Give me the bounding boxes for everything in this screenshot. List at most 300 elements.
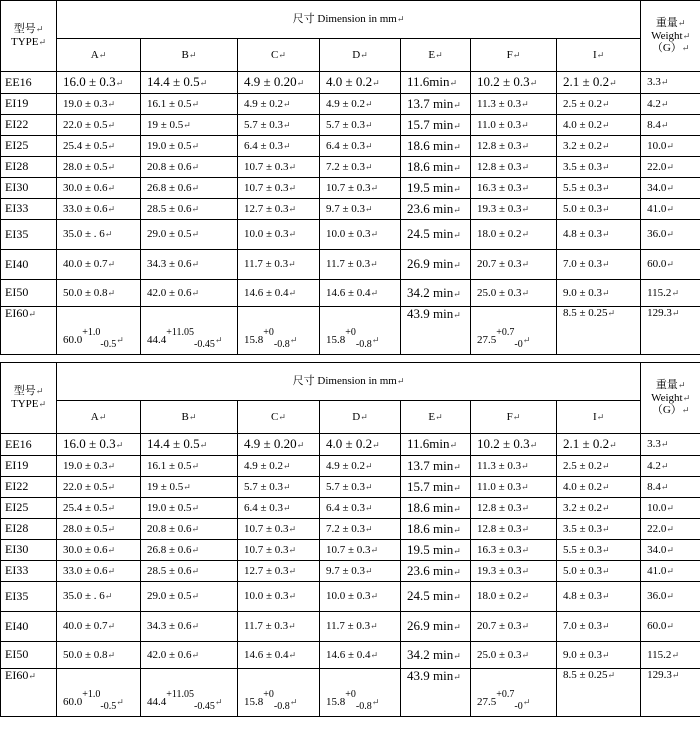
dim-value: 10.0 ± 0.3 — [244, 590, 289, 603]
tolerance-upper: +0.7 — [496, 688, 515, 700]
weight-header-en: Weight — [651, 391, 683, 404]
paragraph-mark-icon: ↵ — [191, 182, 200, 193]
dim-value: 34.3 ± 0.6 — [147, 258, 192, 271]
table-row — [1, 178, 700, 199]
column-header-e — [401, 39, 471, 72]
dim-cell-f — [471, 220, 557, 250]
dim-value: 26.9 min — [407, 618, 454, 634]
dim-value: 6.4 ± 0.3 — [244, 139, 284, 152]
dim-value: 33.0 ± 0.6 — [63, 202, 108, 215]
dim-cell-i — [557, 280, 641, 307]
dim-value: 7.2 ± 0.3 — [326, 160, 366, 173]
paragraph-mark-icon: ↵ — [666, 565, 674, 576]
paragraph-mark-icon: ↵ — [365, 565, 373, 576]
dim-value: 18.6 min — [407, 158, 454, 174]
dim-value: 42.0 ± 0.6 — [147, 648, 192, 661]
dim-value: 20.8 ± 0.6 — [147, 160, 192, 173]
paragraph-mark-icon: ↵ — [370, 649, 379, 660]
paragraph-mark-icon: ↵ — [288, 229, 297, 240]
column-letter: E — [428, 48, 436, 61]
tolerance-upper: +0 — [263, 326, 274, 338]
table-gap — [0, 355, 700, 362]
paragraph-mark-icon: ↵ — [288, 565, 297, 576]
paragraph-mark-icon: ↵ — [370, 287, 379, 298]
tolerance-lower: -0.45 — [194, 338, 215, 350]
dim-cell-b — [141, 199, 238, 220]
column-letter: C — [271, 410, 279, 423]
dim-cell-d — [320, 178, 401, 199]
paragraph-mark-icon: ↵ — [671, 670, 680, 680]
dim-value: 28.5 ± 0.6 — [147, 564, 192, 577]
weight-cell — [641, 220, 700, 250]
dim-value: 16.3 ± 0.3 — [477, 543, 522, 556]
dim-value: 19.0 ± 0.5 — [147, 501, 192, 514]
paragraph-mark-icon: ↵ — [666, 161, 674, 172]
paragraph-mark-icon: ↵ — [602, 229, 610, 240]
paragraph-mark-icon: ↵ — [183, 481, 191, 492]
dim-value: 34.2 min — [407, 646, 454, 662]
paragraph-mark-icon: ↵ — [521, 182, 530, 193]
dim-value: 5.7 ± 0.3 — [326, 118, 366, 131]
dim-cell-i — [557, 307, 641, 355]
weight-cell — [641, 136, 700, 157]
dim-value: 10.2 ± 0.3 — [477, 436, 530, 452]
weight-value: 3.3 — [647, 76, 661, 89]
paragraph-mark-icon: ↵ — [199, 78, 208, 89]
paragraph-mark-icon: ↵ — [365, 98, 373, 109]
dim-cell-e — [401, 72, 471, 94]
column-header-b — [141, 39, 238, 72]
dim-value: 2.1 ± 0.2 — [563, 74, 610, 90]
dim-cell-b — [141, 220, 238, 250]
dim-value: 11.0 ± 0.3 — [477, 118, 522, 131]
paragraph-mark-icon: ↵ — [288, 649, 297, 660]
dim-cell-d — [320, 477, 401, 498]
type-cell — [1, 157, 57, 178]
table-row — [1, 498, 700, 519]
paragraph-mark-icon: ↵ — [370, 229, 379, 240]
paragraph-mark-icon: ↵ — [288, 161, 297, 172]
dim-cell-i — [557, 540, 641, 561]
weight-cell — [641, 540, 700, 561]
paragraph-mark-icon: ↵ — [521, 591, 530, 602]
dim-cell-e — [401, 498, 471, 519]
dim-value: 40.0 ± 0.7 — [63, 258, 108, 271]
paragraph-mark-icon: ↵ — [521, 287, 530, 298]
type-value: EI33 — [5, 201, 29, 216]
dim-cell-a — [57, 94, 141, 115]
dim-cell-d — [320, 136, 401, 157]
type-value: EI19 — [5, 458, 29, 473]
dim-cell-e — [401, 250, 471, 280]
paragraph-mark-icon: ↵ — [521, 481, 529, 492]
paragraph-mark-icon: ↵ — [609, 440, 617, 451]
dim-value: 26.8 ± 0.6 — [147, 181, 192, 194]
paragraph-mark-icon: ↵ — [602, 259, 610, 270]
paragraph-mark-icon: ↵ — [453, 260, 461, 271]
weight-value: 22.0 — [647, 522, 667, 535]
paragraph-mark-icon: ↵ — [370, 591, 379, 602]
dimension-header — [57, 363, 641, 401]
paragraph-mark-icon: ↵ — [107, 259, 116, 270]
type-cell — [1, 94, 57, 115]
dim-value: 33.0 ± 0.6 — [63, 564, 108, 577]
dim-value: 16.0 ± 0.3 — [63, 436, 116, 452]
dim-value: 16.3 ± 0.3 — [477, 181, 522, 194]
weight-cell — [641, 477, 700, 498]
paragraph-mark-icon: ↵ — [660, 481, 669, 492]
dim-cell-d — [320, 561, 401, 582]
paragraph-mark-icon: ↵ — [521, 119, 529, 130]
dim-cell-e — [401, 642, 471, 669]
dim-value: 40.0 ± 0.7 — [63, 620, 108, 633]
dimension-table — [0, 362, 700, 717]
dim-value: 23.6 min — [407, 562, 454, 578]
dim-value: 5.7 ± 0.3 — [244, 480, 284, 493]
dim-value: 50.0 ± 0.8 — [63, 648, 108, 661]
dim-cell-f — [471, 612, 557, 642]
dim-cell-c — [238, 582, 320, 612]
dim-cell-i — [557, 519, 641, 540]
paragraph-mark-icon: ↵ — [602, 502, 610, 513]
dim-value: 14.6 ± 0.4 — [244, 648, 289, 661]
tolerance-upper: +0 — [345, 688, 356, 700]
paragraph-mark-icon: ↵ — [596, 49, 605, 60]
table-row — [1, 519, 700, 540]
type-value: EI33 — [5, 563, 29, 578]
dim-value: 42.0 ± 0.6 — [147, 286, 192, 299]
dim-cell-b — [141, 250, 238, 280]
dim-value: 4.9 ± 0.2 — [326, 459, 366, 472]
dim-cell-c — [238, 498, 320, 519]
tolerance-upper: +11.05 — [166, 326, 195, 338]
paragraph-mark-icon: ↵ — [289, 334, 298, 345]
paragraph-mark-icon: ↵ — [371, 334, 380, 345]
weight-header-unit: （G） — [651, 42, 682, 55]
column-header-d — [320, 39, 401, 72]
dim-cell-c — [238, 561, 320, 582]
dim-cell-c — [238, 642, 320, 669]
weight-cell — [641, 434, 700, 456]
paragraph-mark-icon: ↵ — [214, 696, 223, 707]
weight-cell — [641, 157, 700, 178]
dim-value: 29.0 ± 0.5 — [147, 228, 192, 241]
dim-cell-f — [471, 456, 557, 477]
type-value: EE16 — [5, 74, 32, 89]
dim-value: 5.0 ± 0.3 — [563, 202, 603, 215]
tolerance-lower: -0.8 — [273, 338, 290, 350]
dim-cell-a — [57, 72, 141, 94]
table-row — [1, 612, 700, 642]
paragraph-mark-icon: ↵ — [682, 30, 691, 41]
dim-cell-c — [238, 540, 320, 561]
dim-value: 10.0 ± 0.3 — [244, 228, 289, 241]
type-cell — [1, 307, 57, 355]
dim-value: 16.0 ± 0.3 — [63, 74, 116, 90]
paragraph-mark-icon: ↵ — [188, 49, 197, 60]
paragraph-mark-icon: ↵ — [288, 591, 297, 602]
dim-cell-i — [557, 136, 641, 157]
table-row — [1, 582, 700, 612]
dim-cell-i — [557, 199, 641, 220]
dim-cell-i — [557, 561, 641, 582]
paragraph-mark-icon: ↵ — [191, 140, 200, 151]
dim-cell-f — [471, 561, 557, 582]
paragraph-mark-icon: ↵ — [596, 411, 605, 422]
paragraph-mark-icon: ↵ — [288, 203, 297, 214]
dim-value: 19.5 min — [407, 541, 454, 557]
dim-value: 12.8 ± 0.3 — [477, 139, 522, 152]
dim-cell-c — [238, 612, 320, 642]
dim-cell-a — [57, 220, 141, 250]
dim-cell-b — [141, 115, 238, 136]
paragraph-mark-icon: ↵ — [522, 696, 531, 707]
paragraph-mark-icon: ↵ — [288, 523, 297, 534]
dim-cell-e — [401, 178, 471, 199]
weight-value: 41.0 — [647, 202, 667, 215]
dim-value: 4.9 ± 0.2 — [244, 97, 284, 110]
paragraph-mark-icon: ↵ — [107, 98, 116, 109]
type-cell — [1, 178, 57, 199]
dim-cell-c — [238, 280, 320, 307]
dim-value: 10.0 ± 0.3 — [326, 590, 371, 603]
dim-value: 15.7 min — [407, 116, 454, 132]
tolerance-base: 27.5 — [477, 333, 497, 346]
paragraph-mark-icon: ↵ — [671, 287, 679, 298]
tolerance-upper: +0.7 — [496, 326, 515, 338]
dimension-header-text: 尺寸 Dimension in mm — [292, 13, 397, 26]
paragraph-mark-icon: ↵ — [38, 399, 47, 409]
dim-value: 10.2 ± 0.3 — [477, 74, 530, 90]
paragraph-mark-icon: ↵ — [191, 259, 200, 270]
paragraph-mark-icon: ↵ — [371, 696, 380, 707]
dim-cell-f — [471, 250, 557, 280]
paragraph-mark-icon: ↵ — [449, 440, 458, 451]
dim-cell-a — [57, 178, 141, 199]
dim-cell-d — [320, 220, 401, 250]
tolerance-lower: -0.5 — [100, 700, 117, 712]
paragraph-mark-icon: ↵ — [370, 544, 379, 555]
dim-cell-f — [471, 115, 557, 136]
type-cell — [1, 612, 57, 642]
weight-header-unit: （G） — [651, 404, 682, 417]
dim-value: 30.0 ± 0.6 — [63, 181, 108, 194]
dim-cell-c — [238, 477, 320, 498]
dim-cell-a — [57, 136, 141, 157]
paragraph-mark-icon: ↵ — [191, 565, 200, 576]
dim-value: 30.0 ± 0.6 — [63, 543, 108, 556]
paragraph-mark-icon: ↵ — [602, 591, 610, 602]
tolerance-base: 27.5 — [477, 695, 497, 708]
type-cell — [1, 498, 57, 519]
dim-value: 22.0 ± 0.5 — [63, 118, 108, 131]
dim-cell-e — [401, 582, 471, 612]
table-row — [1, 115, 700, 136]
column-header-f — [471, 39, 557, 72]
dim-value: 6.4 ± 0.3 — [326, 501, 366, 514]
paragraph-mark-icon: ↵ — [521, 460, 529, 471]
dim-cell-i — [557, 115, 641, 136]
paragraph-mark-icon: ↵ — [115, 78, 124, 89]
table-row — [1, 434, 700, 456]
dim-value: 24.5 min — [407, 226, 454, 242]
paragraph-mark-icon: ↵ — [529, 440, 538, 451]
tolerance-base: 15.8 — [244, 333, 264, 346]
type-header-en: TYPE — [10, 398, 39, 410]
dim-cell-i — [557, 434, 641, 456]
dim-value: 13.7 min — [407, 95, 454, 111]
tolerance-base: 15.8 — [244, 695, 264, 708]
column-letter: A — [90, 410, 99, 423]
paragraph-mark-icon: ↵ — [370, 182, 379, 193]
weight-value: 60.0 — [647, 258, 667, 271]
dim-cell-a — [57, 669, 141, 717]
dim-value: 19.5 min — [407, 179, 454, 195]
weight-value: 41.0 — [647, 564, 667, 577]
dim-cell-e — [401, 199, 471, 220]
paragraph-mark-icon: ↵ — [191, 502, 200, 513]
dim-cell-d — [320, 612, 401, 642]
paragraph-mark-icon: ↵ — [107, 140, 116, 151]
dim-value: 15.7 min — [407, 478, 454, 494]
paragraph-mark-icon: ↵ — [370, 259, 378, 270]
paragraph-mark-icon: ↵ — [666, 203, 674, 214]
weight-value: 129.3 — [647, 307, 672, 319]
tolerance-base: 60.0 — [63, 333, 83, 346]
paragraph-mark-icon: ↵ — [453, 672, 461, 682]
paragraph-mark-icon: ↵ — [453, 566, 461, 577]
dim-cell-e — [401, 307, 471, 355]
dim-value: 4.8 ± 0.3 — [563, 590, 603, 603]
paragraph-mark-icon: ↵ — [191, 161, 200, 172]
paragraph-mark-icon: ↵ — [365, 460, 373, 471]
type-value: EI28 — [5, 521, 29, 536]
type-value: EI25 — [5, 138, 29, 153]
dim-cell-f — [471, 498, 557, 519]
dim-value: 8.5 ± 0.25 — [563, 669, 608, 681]
dim-value: 50.0 ± 0.8 — [63, 286, 108, 299]
weight-cell — [641, 178, 700, 199]
paragraph-mark-icon: ↵ — [107, 161, 116, 172]
dim-cell-c — [238, 456, 320, 477]
dim-cell-c — [238, 94, 320, 115]
dim-cell-e — [401, 434, 471, 456]
column-letter: C — [271, 48, 279, 61]
dim-cell-a — [57, 280, 141, 307]
tolerance-base: 44.4 — [147, 695, 167, 708]
table-row — [1, 456, 700, 477]
type-value: EI35 — [5, 588, 29, 603]
paragraph-mark-icon: ↵ — [521, 544, 530, 555]
weight-value: 115.2 — [647, 648, 672, 661]
dim-value: 5.5 ± 0.3 — [563, 543, 603, 556]
type-cell — [1, 477, 57, 498]
dim-value: 4.9 ± 0.20 — [244, 74, 297, 90]
dim-cell-e — [401, 561, 471, 582]
table-row — [1, 94, 700, 115]
paragraph-mark-icon: ↵ — [666, 544, 674, 555]
paragraph-mark-icon: ↵ — [666, 182, 674, 193]
dim-value: 23.6 min — [407, 200, 454, 216]
dim-cell-b — [141, 136, 238, 157]
paragraph-mark-icon: ↵ — [521, 98, 529, 109]
type-value: EI60 — [5, 306, 29, 320]
type-cell — [1, 582, 57, 612]
dim-cell-e — [401, 540, 471, 561]
dim-cell-b — [141, 540, 238, 561]
paragraph-mark-icon: ↵ — [191, 203, 200, 214]
dim-cell-d — [320, 250, 401, 280]
type-value: EI22 — [5, 117, 29, 132]
weight-value: 10.0 — [647, 139, 667, 152]
dim-value: 8.5 ± 0.25 — [563, 307, 608, 319]
paragraph-mark-icon: ↵ — [453, 545, 461, 556]
dim-cell-e — [401, 519, 471, 540]
paragraph-mark-icon: ↵ — [360, 411, 368, 422]
paragraph-mark-icon: ↵ — [296, 78, 305, 89]
tolerance-base: 15.8 — [326, 333, 346, 346]
dim-value: 11.0 ± 0.3 — [477, 480, 522, 493]
weight-value: 115.2 — [647, 286, 672, 299]
dim-value: 9.7 ± 0.3 — [326, 202, 366, 215]
paragraph-mark-icon: ↵ — [115, 440, 124, 451]
weight-cell — [641, 199, 700, 220]
paragraph-mark-icon: ↵ — [360, 49, 368, 60]
header-row — [1, 1, 700, 39]
dim-cell-i — [557, 94, 641, 115]
column-header-a — [57, 39, 141, 72]
dim-cell-b — [141, 642, 238, 669]
dim-cell-e — [401, 612, 471, 642]
dim-cell-a — [57, 115, 141, 136]
dim-cell-d — [320, 669, 401, 717]
dim-value: 12.7 ± 0.3 — [244, 202, 289, 215]
tolerance-lower: -0.45 — [194, 700, 215, 712]
type-header — [1, 363, 57, 434]
table-row — [1, 250, 700, 280]
paragraph-mark-icon: ↵ — [283, 98, 291, 109]
paragraph-mark-icon: ↵ — [435, 49, 443, 60]
dim-cell-i — [557, 250, 641, 280]
dim-value: 6.4 ± 0.3 — [326, 139, 366, 152]
type-cell — [1, 72, 57, 94]
paragraph-mark-icon: ↵ — [289, 696, 298, 707]
dim-value: 9.7 ± 0.3 — [326, 564, 366, 577]
paragraph-mark-icon: ↵ — [107, 119, 116, 130]
dim-cell-b — [141, 157, 238, 178]
type-header-en: TYPE — [10, 36, 39, 48]
dim-value: 11.7 ± 0.3 — [244, 258, 289, 271]
paragraph-mark-icon: ↵ — [602, 119, 610, 130]
dim-cell-f — [471, 669, 557, 717]
dim-cell-e — [401, 456, 471, 477]
paragraph-mark-icon: ↵ — [681, 43, 690, 54]
dim-cell-d — [320, 115, 401, 136]
paragraph-mark-icon: ↵ — [521, 502, 530, 513]
table-row — [1, 477, 700, 498]
paragraph-mark-icon: ↵ — [682, 392, 691, 403]
column-header-i — [557, 39, 641, 72]
dim-cell-c — [238, 157, 320, 178]
dim-cell-f — [471, 72, 557, 94]
dim-value: 11.3 ± 0.3 — [477, 97, 522, 110]
table-row — [1, 669, 700, 717]
dim-cell-b — [141, 582, 238, 612]
paragraph-mark-icon: ↵ — [98, 411, 107, 422]
dim-value: 34.2 min — [407, 284, 454, 300]
paragraph-mark-icon: ↵ — [666, 502, 674, 513]
paragraph-mark-icon: ↵ — [365, 481, 373, 492]
